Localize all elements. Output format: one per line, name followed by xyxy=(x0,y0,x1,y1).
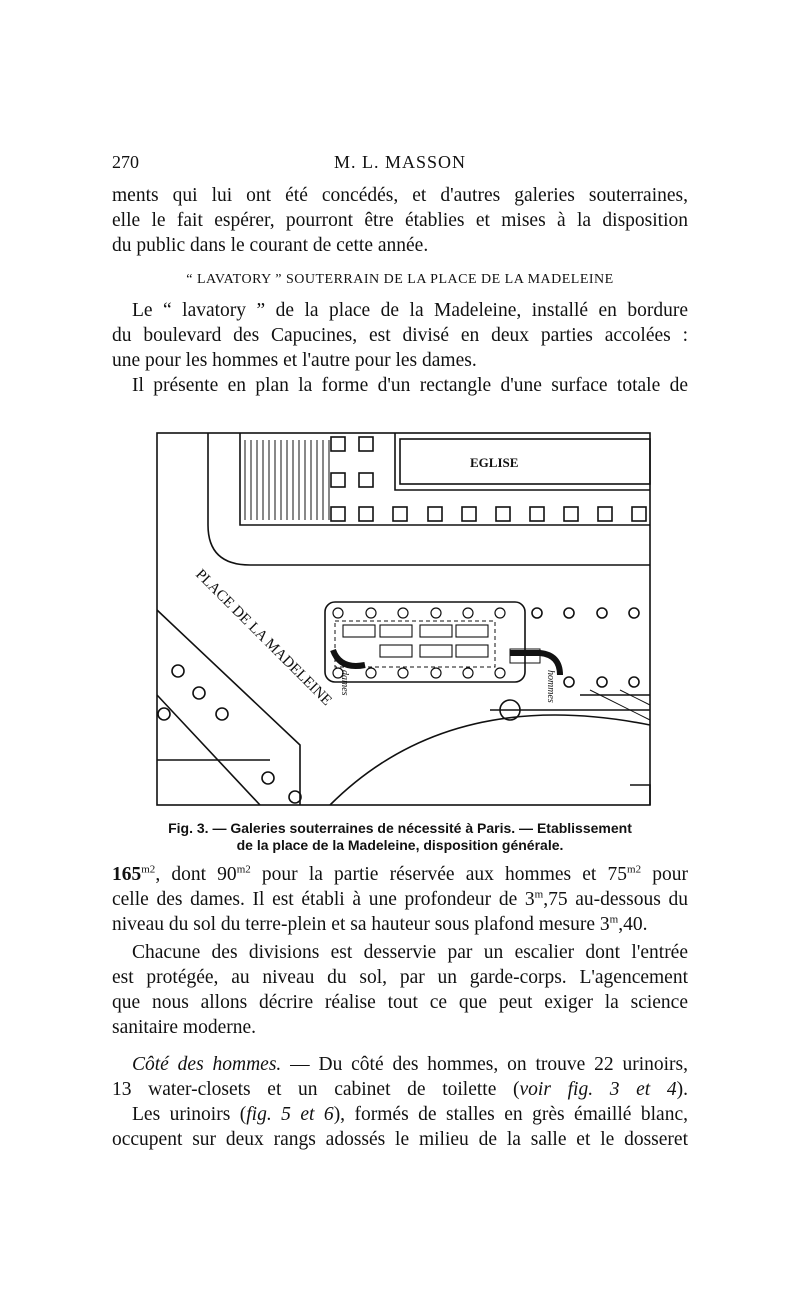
text-line: du boulevard des Capucines, est divisé en deux parties accolées : xyxy=(112,325,688,346)
text-line: est protégée, au niveau du sol, par un garde-corps. L'agencement xyxy=(112,967,688,988)
label-hommes: hommes xyxy=(545,670,556,703)
text-line: 13 water-closets et un cabinet de toilette (voir fig. 3 et 4). xyxy=(112,1079,688,1100)
paragraph-2 xyxy=(112,862,688,937)
caption-line: de la place de la Madeleine, disposition générale. xyxy=(236,837,564,853)
text-line: ments qui lui ont été concédés, et d'autres galeries souterraines, xyxy=(112,185,688,206)
text-line: du public dans le courant de cette année. xyxy=(112,235,429,256)
site-plan-figure xyxy=(150,425,660,820)
paragraph-1 xyxy=(112,298,688,398)
label-eglise: EGLISE xyxy=(470,455,519,470)
diagonal-street-edge-1 xyxy=(157,610,300,805)
text-line: Le “ lavatory ” de la place de la Madeleine, installé en bordure xyxy=(132,300,688,321)
label-dames: dames xyxy=(339,670,350,696)
street-curb xyxy=(208,433,650,565)
text-line: Chacune des divisions est desservie par un escalier dont l'entrée xyxy=(132,942,688,963)
diagonal-street-edge-2 xyxy=(157,695,260,805)
paragraph-4 xyxy=(112,1052,688,1152)
curved-street xyxy=(330,715,650,805)
church-platform-edge xyxy=(240,433,650,525)
label-place: PLACE DE LA MADELEINE xyxy=(192,566,335,709)
text-line: $165^{m2}$, dont $90^{m2}$ pour la partie réservée aux hommes et $75^{m2}$ pour xyxy=(112,863,688,885)
running-header xyxy=(112,150,688,180)
urinal-rows xyxy=(343,625,488,657)
figure-frame xyxy=(157,433,650,805)
text-line: occupent sur deux rangs adossés le milieu de la salle et le dosseret xyxy=(112,1129,688,1150)
text-line: que nous allons décrire réalise tout ce que peut exiger la science xyxy=(112,992,688,1013)
text-line: celle des dames. Il est établi à une profondeur de 3$^m$,75 au-dessous du xyxy=(112,888,688,910)
church-columns xyxy=(331,437,646,521)
caption-line: Fig. 3. — Galeries souterraines de nécessité à Paris. — Etablissement xyxy=(168,820,632,836)
page-number: 270 xyxy=(112,152,139,172)
text-line: elle le fait espérer, pourront être établies et mises à la disposition xyxy=(112,210,688,231)
running-author: M. L. MASSON xyxy=(333,152,467,172)
text-line: une pour les hommes et l'autre pour les dames. xyxy=(112,350,477,371)
paragraph-3 xyxy=(112,940,688,1040)
text-line: Il présente en plan la forme d'un rectangle d'une surface totale de xyxy=(132,375,688,396)
text-line: niveau du sol du terre-plein et sa hauteur sous plafond mesure 3$^m$,40. xyxy=(112,913,648,935)
text-line: sanitaire moderne. xyxy=(112,1017,257,1038)
subsection-heading: Côté des hommes. xyxy=(132,1054,282,1075)
church-outline xyxy=(395,433,650,490)
section-title: “ LAVATORY ” SOUTERRAIN DE LA PLACE DE LA MADELEINE xyxy=(186,272,614,287)
text-line: Les urinoirs (fig. 5 et 6), formés de stalles en grès émaillé blanc, xyxy=(132,1104,688,1125)
intro-paragraph xyxy=(112,183,688,258)
figure-caption xyxy=(130,820,670,854)
text-line: Côté des hommes. — Du côté des hommes, on trouve 22 urinoirs, xyxy=(132,1054,688,1075)
church-steps xyxy=(245,440,329,520)
